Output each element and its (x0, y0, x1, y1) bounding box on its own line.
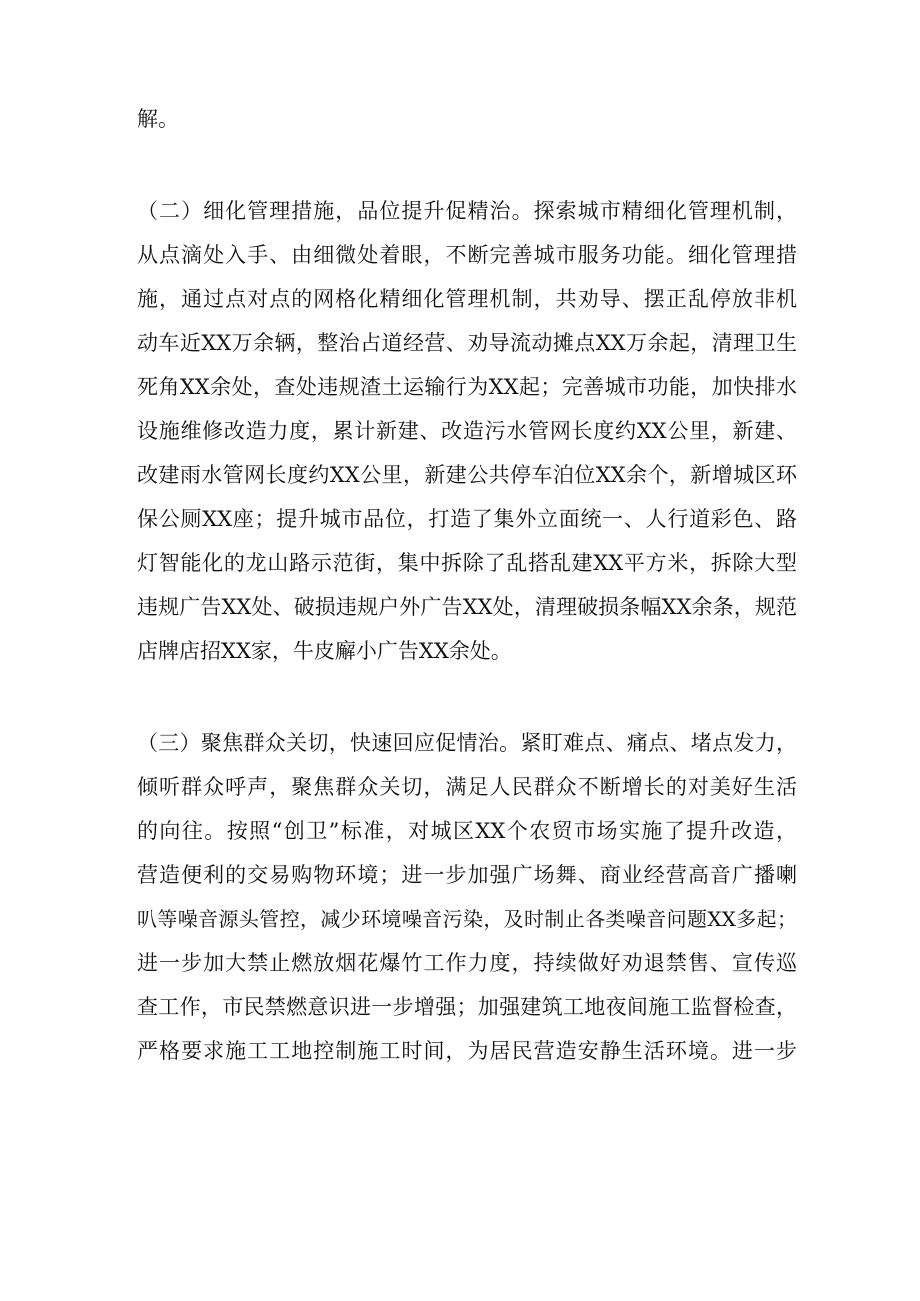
paragraph-line: 倾听群众呼声，聚焦群众关切，满足人民群众不断增长的对美好生活 (137, 775, 797, 799)
paragraph-line: 违规广告XX处、破损违规户外广告XX处，清理破损条幅XX余条，规范 (137, 595, 797, 619)
paragraph-line: 严格要求施工工地控制施工时间，为居民营造安静生活环境。进一步 (137, 1039, 797, 1063)
paragraph-line: 查工作，市民禁燃意识进一步增强；加强建筑工地夜间施工监督检查， (137, 995, 797, 1019)
paragraph-line: 店牌店招XX家，牛皮廨小广告XX余处。 (137, 639, 512, 663)
paragraph-line: 进一步加大禁止燃放烟花爆竹工作力度，持续做好劝退禁售、宣传巡 (137, 951, 797, 975)
paragraph-line: （三）聚焦群众关切，快速回应促情治。紧盯难点、痛点、堵点发力， (137, 731, 797, 755)
paragraph-line: 施，通过点对点的网格化精细化管理机制，共劝导、摆正乱停放非机 (137, 287, 797, 311)
paragraph-line: 动车近XX万余辆，整治占道经营、劝导流动摊点XX万余起，清理卫生 (137, 331, 797, 355)
paragraph-line: 设施维修改造力度，累计新建、改造污水管网长度约XX公里，新建、 (137, 419, 797, 443)
paragraph-line: 灯智能化的龙山路示范街，集中拆除了乱搭乱建XX平方米，拆除大型 (137, 551, 797, 575)
paragraph-line: 的向往。按照“创卫”标准，对城区XX个农贸市场实施了提升改造， (137, 819, 797, 843)
paragraph-line: 保公厕XX座；提升城市品位，打造了集外立面统一、人行道彩色、路 (137, 507, 797, 531)
paragraph-line: 叭等噪音源头管控，减少环境噪音污染，及时制止各类噪音问题XX多起； (137, 907, 797, 931)
paragraph-line: 营造便利的交易购物环境；进一步加强广场舞、商业经营高音广播喇 (137, 863, 797, 887)
paragraph-line: 死角XX余处，查处违规渣土运输行为XX起；完善城市功能，加快排水 (137, 375, 797, 399)
paragraph-fragment: 解。 (137, 107, 179, 131)
paragraph-line: 从点滴处入手、由细微处着眼，不断完善城市服务功能。细化管理措 (137, 243, 797, 267)
paragraph-line: 改建雨水管网长度约XX公里，新建公共停车泊位XX余个，新增城区环 (137, 463, 797, 487)
paragraph-line: （二）细化管理措施，品位提升促精治。探索城市精细化管理机制， (137, 199, 797, 223)
